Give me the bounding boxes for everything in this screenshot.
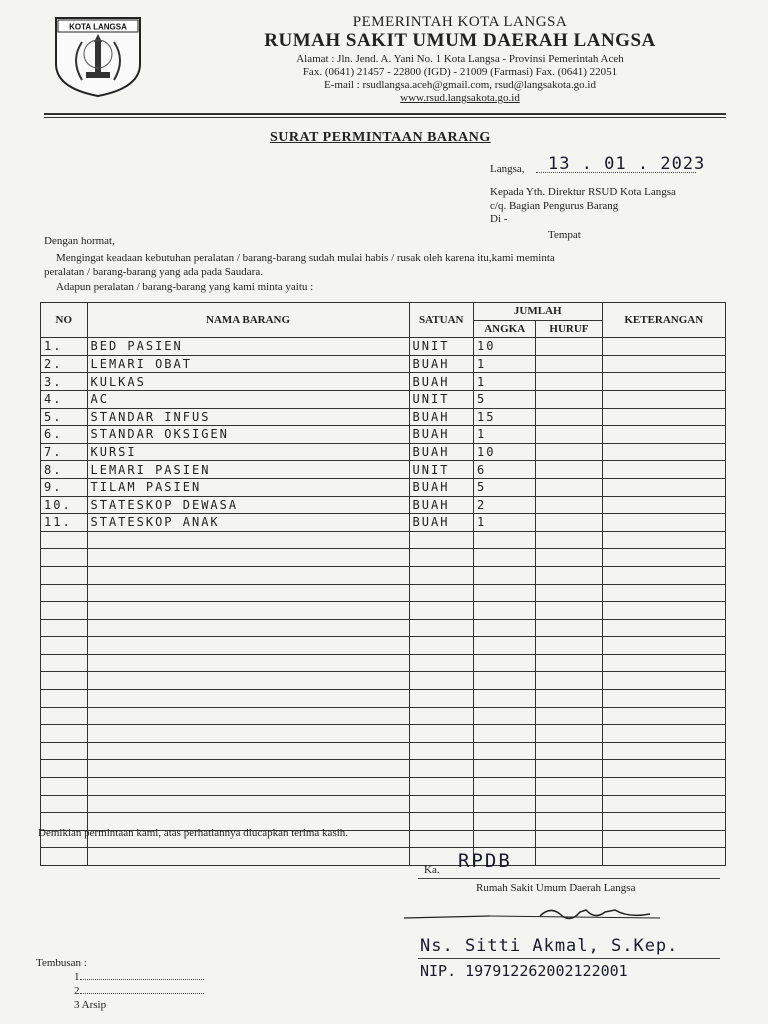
cell-angka [473, 654, 535, 672]
signer-name: Ns. Sitti Akmal, S.Kep. [420, 936, 679, 956]
cell-huruf [536, 338, 602, 356]
cell-keterangan [602, 637, 725, 655]
cell-angka: 10 [473, 443, 535, 461]
cell-angka: 15 [473, 408, 535, 426]
cell-huruf [536, 848, 602, 866]
cell-huruf [536, 355, 602, 373]
cell-angka [473, 584, 535, 602]
tembusan-label: Tembusan : [36, 957, 87, 969]
signer-org: Rumah Sakit Umum Daerah Langsa [476, 882, 636, 894]
cell-huruf [536, 690, 602, 708]
cell-huruf [536, 760, 602, 778]
cell-angka: 2 [473, 496, 535, 514]
table-row [41, 461, 726, 479]
tembusan-number-1: 1 [74, 971, 80, 983]
cell-satuan: BUAH [409, 443, 473, 461]
col-satuan-header: SATUAN [409, 303, 473, 338]
cell-satuan: BUAH [409, 426, 473, 444]
cell-satuan [409, 566, 473, 584]
table-row [41, 602, 726, 620]
cell-no [41, 584, 88, 602]
cell-keterangan [602, 443, 725, 461]
cell-huruf [536, 408, 602, 426]
hospital-name: RUMAH SAKIT UMUM DAERAH LANGSA [264, 30, 656, 51]
cell-huruf [536, 707, 602, 725]
cell-keterangan [602, 848, 725, 866]
table-row [41, 549, 726, 567]
cell-nama [87, 672, 409, 690]
website: www.rsud.langsakota.go.id [400, 92, 520, 104]
cell-angka [473, 672, 535, 690]
cell-nama [87, 725, 409, 743]
signer-nip: NIP. 197912262002122001 [420, 962, 628, 980]
signature [400, 896, 670, 936]
cell-angka [473, 778, 535, 796]
cell-huruf [536, 514, 602, 532]
cell-keterangan [602, 373, 725, 391]
table-row [41, 478, 726, 496]
cell-nama [87, 778, 409, 796]
cell-no [41, 690, 88, 708]
table-row [41, 725, 726, 743]
blank-line [80, 993, 204, 994]
recipient-line3: Di - [490, 213, 508, 225]
cell-satuan [409, 584, 473, 602]
date-value: 13 . 01 . 2023 [548, 154, 706, 174]
cell-angka: 1 [473, 426, 535, 444]
table-body [41, 338, 726, 866]
cell-huruf [536, 496, 602, 514]
table-row [41, 690, 726, 708]
cell-nama: STANDAR INFUS [87, 408, 409, 426]
cell-nama [87, 584, 409, 602]
tembusan-number-2: 2 [74, 985, 80, 997]
email-line: E-mail : rsudlangsa.aceh@gmail.com, rsud@langsakota.go.id [324, 79, 596, 91]
tembusan-item-1 [74, 971, 204, 983]
table-row [41, 778, 726, 796]
cell-satuan [409, 672, 473, 690]
cell-satuan [409, 813, 473, 831]
cell-no [41, 778, 88, 796]
cell-satuan [409, 830, 473, 848]
cell-angka [473, 602, 535, 620]
cell-nama [87, 690, 409, 708]
table-row [41, 672, 726, 690]
cell-nama [87, 549, 409, 567]
table-row [41, 338, 726, 356]
cell-satuan [409, 637, 473, 655]
cell-satuan [409, 654, 473, 672]
cell-no [41, 848, 88, 866]
cell-no: 10. [41, 496, 88, 514]
cell-no: 9. [41, 478, 88, 496]
cell-huruf [536, 830, 602, 848]
table-row [41, 760, 726, 778]
cell-satuan: BUAH [409, 496, 473, 514]
cell-nama: KULKAS [87, 373, 409, 391]
cell-huruf [536, 549, 602, 567]
cell-huruf [536, 443, 602, 461]
blank-line [80, 979, 204, 980]
cell-satuan: UNIT [409, 461, 473, 479]
cell-angka [473, 619, 535, 637]
cell-nama [87, 566, 409, 584]
unit-line [418, 878, 720, 879]
cell-keterangan [602, 426, 725, 444]
cell-nama: STANDAR OKSIGEN [87, 426, 409, 444]
cell-nama: AC [87, 390, 409, 408]
logo-text: KOTA LANGSA [69, 22, 127, 32]
cell-nama: LEMARI OBAT [87, 355, 409, 373]
cell-nama [87, 795, 409, 813]
cell-huruf [536, 531, 602, 549]
paragraph-3: Adapun peralatan / barang-barang yang kami minta yaitu : [56, 281, 314, 293]
cell-no [41, 619, 88, 637]
table-row [41, 848, 726, 866]
cell-keterangan [602, 778, 725, 796]
cell-keterangan [602, 478, 725, 496]
ka-label: Ka. [424, 864, 440, 876]
paragraph-2: peralatan / barang-barang yang ada pada Saudara. [44, 266, 263, 278]
cell-keterangan [602, 408, 725, 426]
cell-satuan [409, 795, 473, 813]
cell-nama: KURSI [87, 443, 409, 461]
table-row [41, 654, 726, 672]
cell-angka: 10 [473, 338, 535, 356]
cell-keterangan [602, 654, 725, 672]
table-row [41, 619, 726, 637]
signer-unit: RPDB [458, 850, 512, 872]
cell-keterangan [602, 760, 725, 778]
cell-satuan [409, 778, 473, 796]
table-row [41, 514, 726, 532]
cell-no [41, 760, 88, 778]
request-table [40, 302, 726, 866]
col-nama-header: NAMA BARANG [87, 303, 409, 338]
cell-huruf [536, 654, 602, 672]
cell-nama: TILAM PASIEN [87, 478, 409, 496]
cell-nama [87, 654, 409, 672]
cell-keterangan [602, 566, 725, 584]
cell-no: 7. [41, 443, 88, 461]
cell-satuan: BUAH [409, 373, 473, 391]
cell-keterangan [602, 795, 725, 813]
col-angka-header: ANGKA [473, 320, 535, 338]
cell-angka [473, 707, 535, 725]
cell-keterangan [602, 672, 725, 690]
cell-huruf [536, 725, 602, 743]
cell-no: 11. [41, 514, 88, 532]
cell-angka [473, 760, 535, 778]
cell-huruf [536, 813, 602, 831]
cell-angka [473, 690, 535, 708]
table-row [41, 408, 726, 426]
cell-huruf [536, 619, 602, 637]
cell-nama [87, 619, 409, 637]
document-title: SURAT PERMINTAAN BARANG [270, 130, 491, 145]
name-line [418, 958, 720, 959]
cell-angka [473, 795, 535, 813]
cell-no [41, 549, 88, 567]
cell-satuan [409, 707, 473, 725]
cell-keterangan [602, 725, 725, 743]
cell-angka: 1 [473, 514, 535, 532]
cell-angka: 5 [473, 478, 535, 496]
table-row [41, 390, 726, 408]
cell-satuan: BUAH [409, 355, 473, 373]
cell-no: 5. [41, 408, 88, 426]
cell-angka [473, 742, 535, 760]
tembusan-number-3: 3 [74, 999, 80, 1011]
recipient-line1: Kepada Yth. Direktur RSUD Kota Langsa [490, 186, 676, 198]
tembusan-item-2 [74, 985, 204, 997]
cell-nama [87, 602, 409, 620]
cell-satuan: BUAH [409, 514, 473, 532]
cell-angka [473, 549, 535, 567]
cell-huruf [536, 778, 602, 796]
cell-no [41, 602, 88, 620]
tembusan-arsip: Arsip [81, 999, 107, 1011]
cell-no: 4. [41, 390, 88, 408]
table-row [41, 373, 726, 391]
tembusan-item-3 [74, 999, 106, 1011]
cell-no: 8. [41, 461, 88, 479]
cell-keterangan [602, 355, 725, 373]
city-logo [52, 14, 144, 98]
cell-angka [473, 725, 535, 743]
recipient-line4: Tempat [548, 229, 581, 241]
cell-angka [473, 830, 535, 848]
cell-keterangan [602, 619, 725, 637]
cell-satuan: BUAH [409, 478, 473, 496]
cell-keterangan [602, 813, 725, 831]
cell-keterangan [602, 390, 725, 408]
cell-satuan: UNIT [409, 338, 473, 356]
cell-keterangan [602, 690, 725, 708]
header-divider-thin [44, 117, 726, 118]
table-row [41, 566, 726, 584]
cell-angka: 1 [473, 355, 535, 373]
table-row [41, 637, 726, 655]
cell-nama [87, 760, 409, 778]
cell-huruf [536, 390, 602, 408]
table-row [41, 795, 726, 813]
cell-nama [87, 848, 409, 866]
table-row [41, 355, 726, 373]
cell-no [41, 672, 88, 690]
cell-nama [87, 637, 409, 655]
cell-keterangan [602, 549, 725, 567]
cell-angka: 6 [473, 461, 535, 479]
cell-huruf [536, 584, 602, 602]
greeting: Dengan hormat, [44, 235, 115, 247]
cell-angka: 5 [473, 390, 535, 408]
cell-angka [473, 531, 535, 549]
cell-nama: LEMARI PASIEN [87, 461, 409, 479]
cell-keterangan [602, 830, 725, 848]
cell-huruf [536, 478, 602, 496]
cell-satuan [409, 531, 473, 549]
col-no-header: NO [41, 303, 88, 338]
cell-huruf [536, 602, 602, 620]
cell-no [41, 566, 88, 584]
col-keterangan-header: KETERANGAN [602, 303, 725, 338]
cell-no [41, 742, 88, 760]
cell-satuan [409, 602, 473, 620]
cell-satuan: UNIT [409, 390, 473, 408]
cell-no [41, 654, 88, 672]
cell-satuan [409, 690, 473, 708]
cell-no: 2. [41, 355, 88, 373]
cell-nama [87, 707, 409, 725]
address: Alamat : Jln. Jend. A. Yani No. 1 Kota Langsa - Provinsi Pemerintah Aceh [296, 53, 624, 65]
cell-satuan [409, 549, 473, 567]
cell-nama: BED PASIEN [87, 338, 409, 356]
cell-nama [87, 742, 409, 760]
cell-no: 1. [41, 338, 88, 356]
cell-nama: STATESKOP ANAK [87, 514, 409, 532]
paragraph-1: Mengingat keadaan kebutuhan peralatan / barang-barang sudah mulai habis / rusak oleh karena itu,kami meminta [56, 252, 555, 264]
cell-keterangan [602, 707, 725, 725]
cell-keterangan [602, 742, 725, 760]
cell-satuan [409, 760, 473, 778]
cell-huruf [536, 566, 602, 584]
cell-nama: STATESKOP DEWASA [87, 496, 409, 514]
fax-line: Fax. (0641) 21457 - 22800 (IGD) - 21009 (Farmasi) Fax. (0641) 22051 [302, 66, 618, 78]
col-jumlah-header: JUMLAH [473, 303, 602, 321]
table-row [41, 496, 726, 514]
table-row [41, 742, 726, 760]
table-row [41, 443, 726, 461]
cell-nama [87, 531, 409, 549]
cell-no [41, 725, 88, 743]
table-row [41, 531, 726, 549]
cell-keterangan [602, 338, 725, 356]
cell-no [41, 531, 88, 549]
header-divider [44, 113, 726, 115]
cell-angka: 1 [473, 373, 535, 391]
cell-satuan [409, 725, 473, 743]
closing-text: Demikian permintaan kami, atas perhatiannya diucapkan terima kasih. [38, 827, 349, 839]
cell-huruf [536, 672, 602, 690]
cell-angka [473, 637, 535, 655]
cell-huruf [536, 637, 602, 655]
cell-angka [473, 566, 535, 584]
table-row [41, 707, 726, 725]
cell-no [41, 795, 88, 813]
cell-keterangan [602, 531, 725, 549]
cell-huruf [536, 742, 602, 760]
cell-no: 6. [41, 426, 88, 444]
cell-satuan [409, 619, 473, 637]
cell-satuan: BUAH [409, 408, 473, 426]
cell-no: 3. [41, 373, 88, 391]
table-row [41, 426, 726, 444]
recipient-line2: c/q. Bagian Pengurus Barang [490, 200, 619, 212]
cell-no [41, 707, 88, 725]
gov-name: PEMERINTAH KOTA LANGSA [352, 14, 568, 30]
cell-keterangan [602, 584, 725, 602]
cell-satuan [409, 742, 473, 760]
cell-huruf [536, 373, 602, 391]
cell-huruf [536, 795, 602, 813]
cell-keterangan [602, 514, 725, 532]
cell-keterangan [602, 461, 725, 479]
cell-no [41, 637, 88, 655]
cell-angka [473, 813, 535, 831]
table-row [41, 584, 726, 602]
cell-huruf [536, 461, 602, 479]
place-label: Langsa, [490, 163, 525, 175]
cell-keterangan [602, 602, 725, 620]
cell-keterangan [602, 496, 725, 514]
col-huruf-header: HURUF [536, 320, 602, 338]
cell-huruf [536, 426, 602, 444]
